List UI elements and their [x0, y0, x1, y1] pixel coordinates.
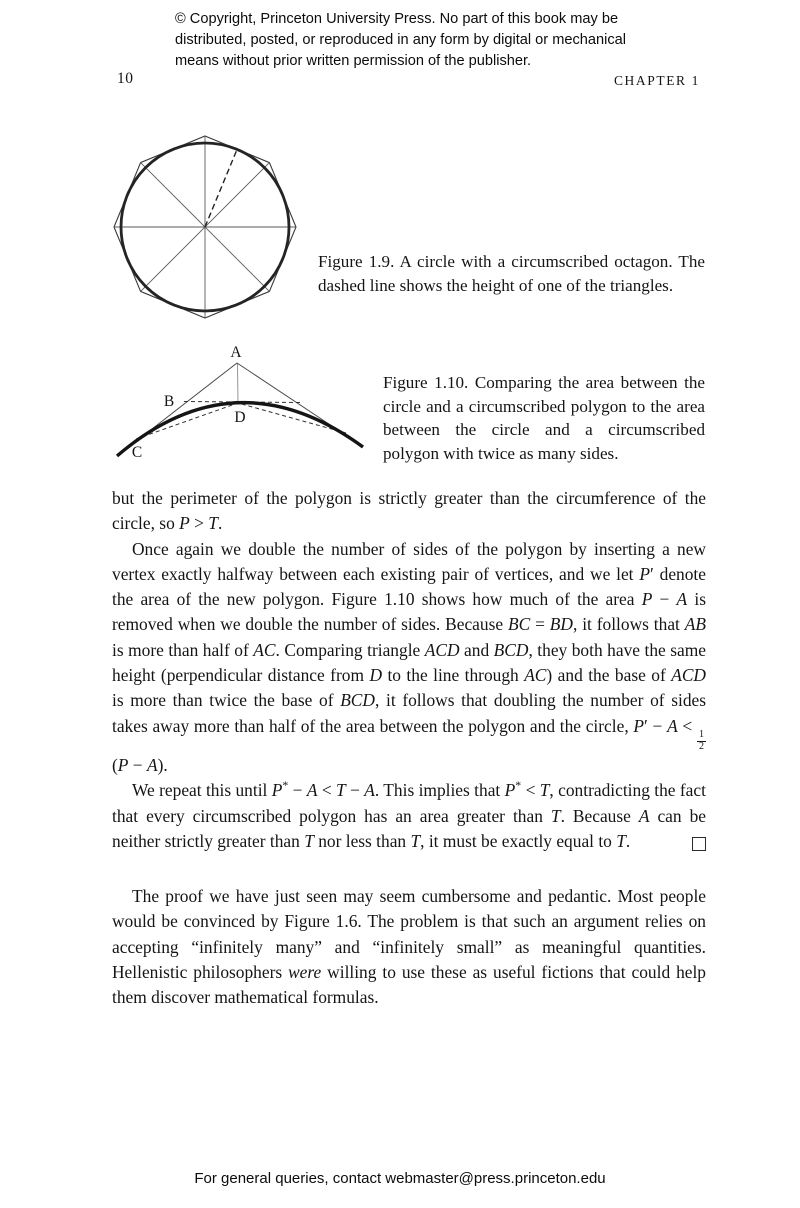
running-head: CHAPTER 1 [613, 73, 700, 88]
footer-contact-line: For general queries, contact webmaster@press.princeton.edu [194, 1170, 606, 1187]
copyright-notice [175, 9, 626, 72]
figure-1-10-caption: Figure 1.10. Comparing the area between the circle and a circumscribed polygon to the area between the circle and a circumscribed polygon with twice as many sides. [383, 373, 705, 464]
copyright-line: distributed, posted, or reproduced in any form by digital or mechanical [175, 32, 627, 48]
paragraph-doubling-sides: Once again we double the number of sides of the polygon by inserting a new vertex exactly halfway between each existing pair of vertices, and we let P′ denote the area of the new polygon. Figure 1.10 shows how much of the area P − A is removed when we double the number of sides. Because BC = BD, it follows that AB is more than half of AC. Comparing triangle ACD and BCD, they both have the same height (perpendicular distance from D to the line through AC) and the base of ACD is more than twice the base of BCD, it follows that doubling the number of sides takes away more than half of the area between the polygon and the circle, P′ − A < $\frac{1}{2}$ (P − A). [112, 538, 706, 775]
paragraph-proof-discussion: The proof we have just seen may seem cumbersome and pedantic. Most people would be convinced by Figure 1.6. The problem is that such an argument relies on accepting “infinitely many” and “infinitely small” as meaningful quantities. Hellenistic philosophers were willing to use these as useful fictions that could help them discover mathematical formulas. [112, 886, 707, 1008]
qed-box-icon [692, 837, 706, 851]
figure-1-9-diagram [102, 124, 312, 334]
figure-1-10-diagram [95, 330, 390, 475]
page-number: 10 [117, 70, 134, 87]
point-label-b: B [163, 393, 175, 410]
point-label-a: A [230, 344, 242, 361]
paragraph-proof-conclusion: We repeat this until P* − A < T − A. This implies that P* < T, contradicting the fact that every circumscribed polygon has an area greater than T. Because A can be neither strictly greater than T nor less than T, it must be exactly equal to T. [112, 778, 706, 851]
copyright-line: © Copyright, Princeton University Press. No part of this book may be [175, 11, 619, 27]
figure-1-9-caption: Figure 1.9. A circle with a circumscribed octagon. The dashed line shows the height of one of the triangles. [318, 252, 705, 295]
triangle-height-line [238, 363, 239, 403]
point-label-d: D [234, 409, 246, 426]
paragraph-continuation: but the perimeter of the polygon is strictly greater than the circumference of the circle, so P > T. [112, 488, 706, 534]
body-text [112, 486, 706, 1011]
point-label-c: C [131, 444, 143, 461]
dashed-height-line [205, 150, 237, 228]
copyright-line: means without prior written permission of the publisher. [175, 53, 532, 69]
